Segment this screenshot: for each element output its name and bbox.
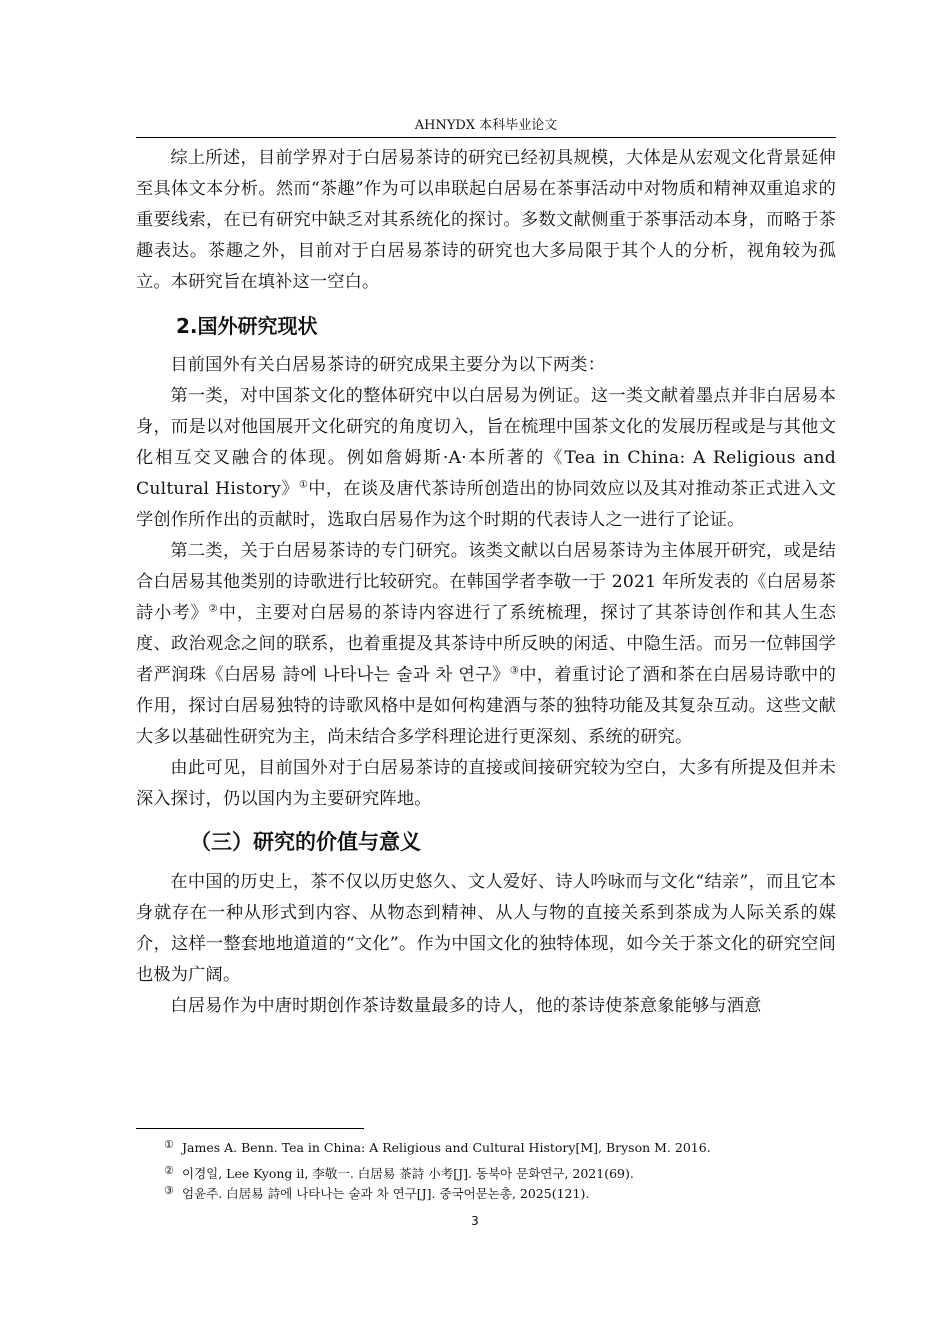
category-one-text-a: 第一类，对中国茶文化的整体研究中以白居易为例证。这一类文献着墨点并非白居易本身，而是以对他国展开文化研究的角度切入，旨在梳理中国茶文化的发展历程或是与其他文化相互交叉融合的体现。例如詹姆斯·A·本所著的《Tea in China: A Religious and Cultural History》 [136,386,836,499]
paragraph-conclusion: 由此可见，目前国外对于白居易茶诗的直接或间接研究较为空白，大多有所提及但并未深入探讨，仍以国内为主要研究阵地。 [136,758,836,809]
running-header: AHNYDX 本科毕业论文 [414,118,558,133]
footnote-text-1: James A. Benn. Tea in China: A Religious and Cultural History[M], Bryson M. 2016. [182,1140,711,1155]
category-two-text-c: 中，着重讨论了酒和茶在白居易诗歌中的作用，探讨白居易独特的诗歌风格中是如何构建酒与茶的独特功能及其复杂互动。这些文献大多以基础性研究为主，尚未结合多学科理论进行更深刻、系统的研究。 [136,665,836,747]
paragraph-category-two [136,536,836,753]
footnote-mark-1: ① [164,1138,174,1151]
footnote-2 [136,1164,836,1184]
footnote-ref-3[interactable]: ③ [509,665,520,677]
footnotes [136,1138,836,1204]
footnote-1 [136,1138,836,1158]
footnote-text-2: 이경일, Lee Kyong il, 李敬一. 白居易 茶詩 小考[J]. 동북아 문화연구, 2021(69). [182,1166,634,1181]
category-one-text-b: 中，在谈及唐代茶诗所创造出的协同效应以及其对推动茶正式进入文学创作所作出的贡献时，选取白居易作为这个时期的代表诗人之一进行了论证。 [136,479,836,530]
paragraph-summary: 综上所述，目前学界对于白居易茶诗的研究已经初具规模，大体是从宏观文化背景延伸至具体文本分析。然而“茶趣”作为可以串联起白居易在茶事活动中对物质和精神双重追求的重要线索，在已有研究中缺乏对其系统化的探讨。多数文献侧重于茶事活动本身，而略于茶趣表达。茶趣之外，目前对于白居易茶诗的研究也大多局限于其个人的分析，视角较为孤立。本研究旨在填补这一空白。 [136,148,836,292]
page-number: 3 [471,1214,479,1228]
body-content [136,143,836,1022]
footnote-3 [136,1184,836,1204]
category-two-text-a: 第二类，关于白居易茶诗的专门研究。该类文献以白居易茶诗为主体展开研究，或是结合白居易其他类别的诗歌进行比较研究。在韩国学者李敬一于 2021 年所发表的《白居易茶詩小考》 [136,541,836,623]
footnote-ref-2[interactable]: ② [208,603,219,615]
heading-research-value: （三）研究的价值与意义 [190,830,421,854]
paragraph-category-one [136,381,836,536]
paragraph-bai-juyi: 白居易作为中唐时期创作茶诗数量最多的诗人，他的茶诗使茶意象能够与酒意 [170,996,762,1016]
category-two-text-b: 中，主要对白居易的茶诗内容进行了系统梳理，探讨了其茶诗创作和其人生态度、政治观念之间的联系，也着重提及其茶诗中所反映的闲适、中隐生活。而另一位韩国学者严润珠《白居易 詩에 나타나는 술과 차 연구》 [136,603,836,685]
paragraph-foreign-intro: 目前国外有关白居易茶诗的研究成果主要分为以下两类： [170,355,606,375]
footnote-rule [136,1128,364,1129]
paragraph-tea-culture: 在中国的历史上，茶不仅以历史悠久、文人爱好、诗人吟咏而与文化“结亲”，而且它本身就存在一种从形式到内容、从物态到精神、从人与物的直接关系到茶成为人际关系的媒介，这样一整套地地道道的“文化”。作为中国文化的独特体现，如今关于茶文化的研究空间也极为广阔。 [136,872,836,985]
footnote-ref-1[interactable]: ① [298,479,309,491]
footnote-text-3: 엄윤주. 白居易 詩에 나타나는 술과 차 연구[J]. 중국어문논총, 2025(121). [182,1186,590,1201]
footnote-mark-3: ③ [164,1184,174,1197]
heading-foreign-research: 2.国外研究现状 [176,314,318,338]
header-rule [136,137,836,138]
footnote-mark-2: ② [164,1164,174,1177]
